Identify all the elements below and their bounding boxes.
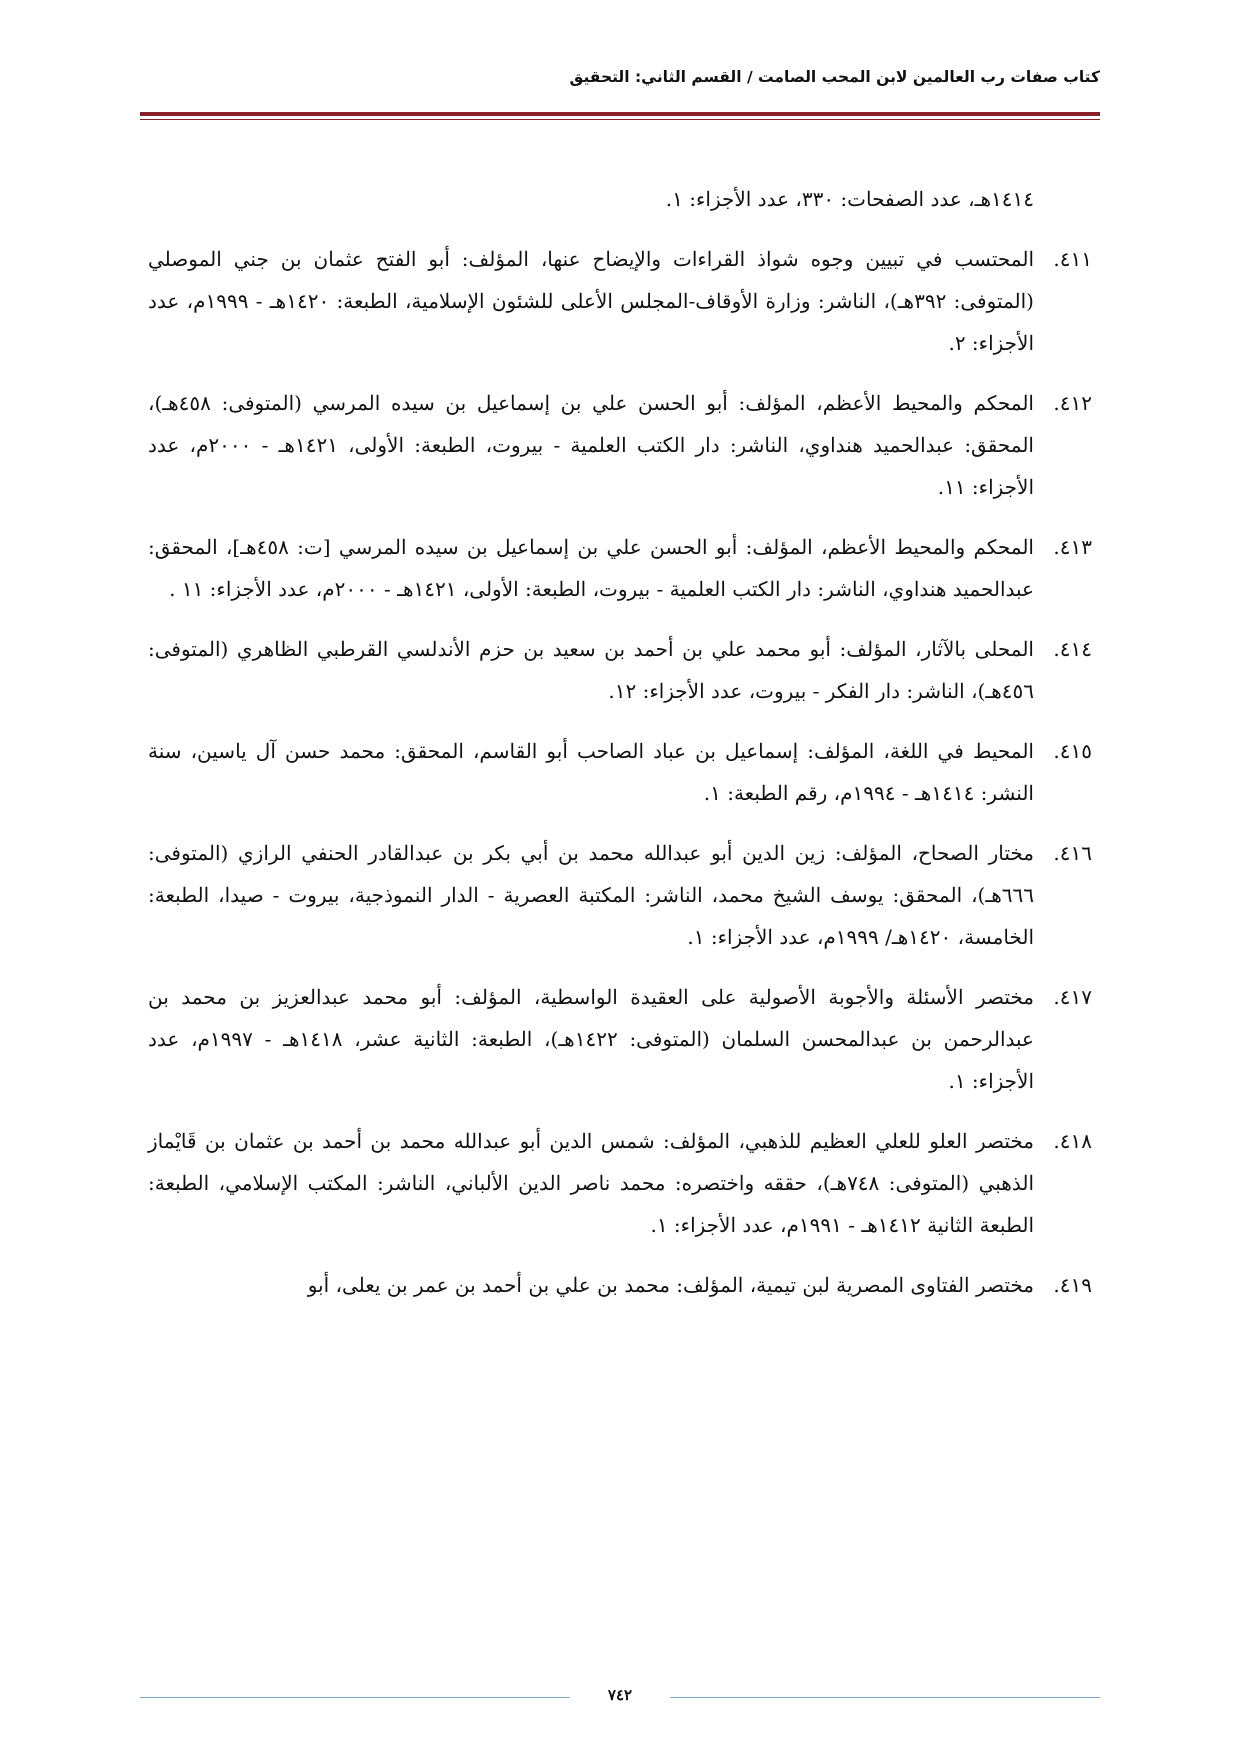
running-header: كتاب صفات رب العالمين لابن المحب الصامت / القسم الثاني: التحقيق bbox=[569, 68, 1100, 86]
page-number: ٧٤٢ bbox=[607, 1686, 633, 1704]
reference-entry bbox=[148, 730, 1092, 814]
reference-text: مختار الصحاح، المؤلف: زين الدين أبو عبدالله محمد بن أبي بكر بن عبدالقادر الحنفي الرازي (المتوفى: ٦٦٦هـ)، المحقق: يوسف الشيخ محمد، الناشر: المكتبة العصرية - الدار النموذجية، بيروت - صيدا، الطبعة: الخامسة، ١٤٢٠هـ/ ١٩٩٩م، عدد الأجزاء: ١. bbox=[148, 841, 1035, 949]
reference-number: ٤١٩. bbox=[1053, 1273, 1092, 1297]
reference-number: ٤١٢. bbox=[1053, 391, 1092, 415]
reference-number: ٤١٦. bbox=[1053, 841, 1092, 865]
reference-text: المحكم والمحيط الأعظم، المؤلف: أبو الحسن علي بن إسماعيل بن سيده المرسي [ت: ٤٥٨هـ]، المحقق: عبدالحميد هنداوي، الناشر: دار الكتب العلمية - بيروت، الطبعة: الأولى، ١٤٢١هـ - ٢٠٠٠م، عدد الأجزاء: ١١ . bbox=[148, 535, 1034, 601]
reference-entry bbox=[148, 976, 1092, 1102]
reference-entry bbox=[148, 382, 1092, 508]
reference-entry bbox=[148, 1120, 1092, 1246]
reference-number: ٤١٨. bbox=[1053, 1129, 1092, 1153]
reference-text: مختصر العلو للعلي العظيم للذهبي، المؤلف: شمس الدين أبو عبدالله محمد بن أحمد بن عثمان بن قَايْماز الذهبي (المتوفى: ٧٤٨هـ)، حققه واختصره: محمد ناصر الدين الألباني، الناشر: المكتب الإسلامي، الطبعة: الطبعة الثانية ١٤١٢هـ - ١٩٩١م، عدد الأجزاء: ١. bbox=[148, 1129, 1034, 1237]
reference-number: ٤١٧. bbox=[1053, 985, 1092, 1009]
reference-number: ٤١٥. bbox=[1053, 739, 1092, 763]
page-footer bbox=[140, 1686, 1100, 1706]
reference-text: المحيط في اللغة، المؤلف: إسماعيل بن عباد الصاحب أبو القاسم، المحقق: محمد حسن آل ياسين، سنة النشر: ١٤١٤هـ - ١٩٩٤م، رقم الطبعة: ١. bbox=[148, 739, 1034, 805]
reference-text: المحلى بالآثار، المؤلف: أبو محمد علي بن أحمد بن سعيد بن حزم الأندلسي القرطبي الظاهري (المتوفى: ٤٥٦هـ)، الناشر: دار الفكر - بيروت، عدد الأجزاء: ١٢. bbox=[148, 637, 1034, 703]
reference-text: مختصر الفتاوى المصرية لبن تيمية، المؤلف: محمد بن علي بن أحمد بن عمر بن يعلى، أبو bbox=[307, 1273, 1034, 1297]
continuation-line: ١٤١٤هـ، عدد الصفحات: ٣٣٠، عدد الأجزاء: ١. bbox=[665, 187, 1034, 211]
header-rule-thin bbox=[140, 119, 1100, 120]
reference-number: ٤١١. bbox=[1053, 247, 1092, 271]
reference-number: ٤١٤. bbox=[1053, 637, 1092, 661]
header-rule-thick bbox=[140, 112, 1100, 116]
reference-entry bbox=[148, 238, 1092, 364]
reference-entry bbox=[148, 1264, 1092, 1306]
reference-text: مختصر الأسئلة والأجوبة الأصولية على العقيدة الواسطية، المؤلف: أبو محمد عبدالعزيز بن محمد بن عبدالرحمن بن عبدالمحسن السلمان (المتوفى: ١٤٢٢هـ)، الطبعة: الثانية عشر، ١٤١٨هـ - ١٩٩٧م، عدد الأجزاء: ١. bbox=[148, 985, 1034, 1093]
reference-entry bbox=[148, 526, 1092, 610]
reference-entry bbox=[148, 628, 1092, 712]
reference-text: المحكم والمحيط الأعظم، المؤلف: أبو الحسن علي بن إسماعيل بن سيده المرسي (المتوفى: ٤٥٨هـ)، المحقق: عبدالحميد هنداوي، الناشر: دار الكتب العلمية - بيروت، الطبعة: الأولى، ١٤٢١هـ - ٢٠٠٠م، عدد الأجزاء: ١١. bbox=[148, 391, 1034, 499]
bibliography-list bbox=[148, 178, 1092, 1324]
reference-text: المحتسب في تبيين وجوه شواذ القراءات والإيضاح عنها، المؤلف: أبو الفتح عثمان بن جني الموصلي (المتوفى: ٣٩٢هـ)، الناشر: وزارة الأوقاف-المجلس الأعلى للشئون الإسلامية، الطبعة: ١٤٢٠هـ - ١٩٩٩م، عدد الأجزاء: ٢. bbox=[148, 247, 1035, 355]
reference-entry bbox=[148, 832, 1092, 958]
reference-number: ٤١٣. bbox=[1053, 535, 1092, 559]
